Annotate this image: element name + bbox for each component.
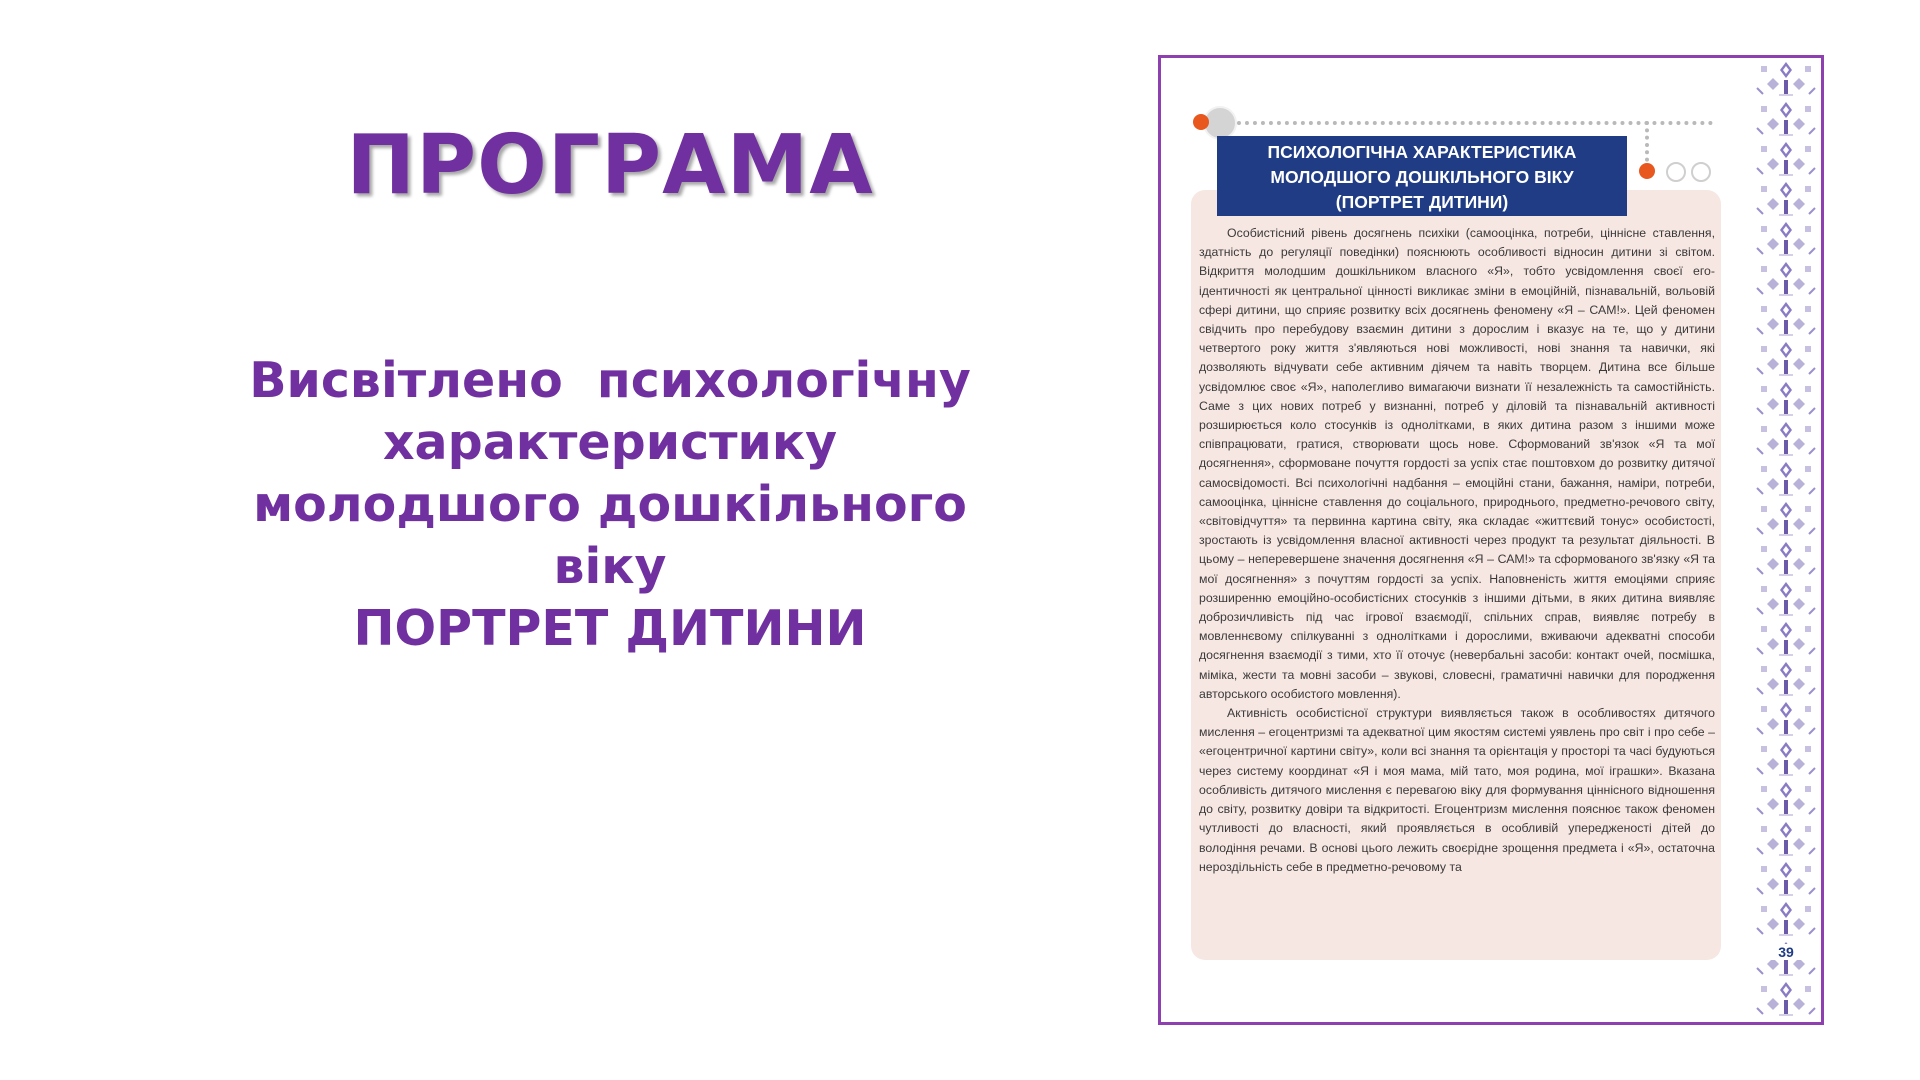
subtitle-line-2: характеристику [382,414,838,471]
subtitle-line-4: віку [553,538,667,595]
slide-title: ПРОГРАМА [346,118,874,213]
orange-dot-decoration-right [1639,163,1655,179]
book-page-image [1158,55,1824,1025]
section-header-line-1: ПСИХОЛОГІЧНА ХАРАКТЕРИСТИКА [1267,142,1577,162]
paragraph: Особистісний рівень досягнень психіки (самооцінка, потреби, ціннісне ставлення, здатність до регуляції поведінки) пояснюють особливості відносин дитини зі світом. Відкриття молодшим дошкільником власного «Я», тобто усвідомлення своєї его-ідентичності як центральної цінності викликає зміни в емоційній, пізнавальній, вольовій сфері дитини, що сприяє розвитку всіх досягнень феномену «Я – САМ!». Цей феномен свідчить про перебудову взаємин дитини з дорослим і вказує на те, що у дитини четвертого року життя з'являються нові можливості, нові знання та навички, які дозволяють відчувати себе активним діячем та навіть творцем. Дитина все більше усвідомлює своє «Я», наполегливо вимагаючи визнати її незалежність та самостійність. Саме з цих нових потреб у визнанні, потреб у діловій та пізнавальній активності розширюється коло стосунків із однолітками, в яких дитина разом з іншими може співпрацювати, гратися, створювати щось нове. Сформований зв'язок «Я та мої досягнення», сформоване почуття гордості за успіх стає поштовхом до розвитку дитячої самосвідомості. Всі психологічні надбання – емоційні стани, бажання, наміри, потреби, самооцінка, ціннісне ставлення до соціального, природнього, предметно-речового світу, «світовідчуття» та первинна картина світу, яка складає «життєвий тонус» особистості, зростають із усвідомлення власної активності через продукт та результат діяльності. В цьому – неперевершене значення досягнення «Я – САМ!» та сформованого зв'язку «Я та мої досягнення» з почуттям гордості за успіх. Наповненість життя емоціями сприяє розширенню емоційно-особистісних стосунків з іншими дітьми, в яких дитина виявляє доброзичливість під час ігрової взаємодії, спільних справ, виявляє потребу в мовленнєвому спілкуванні з однолітками і дорослими, вживаючи адекватні способи досягнення взаємодії з тими, хто її оточує (невербальні засоби: контакт очей, посмішка, міміка, жести та мовні засоби – звукові, словесні, граматичні навички для породження авторського особистого мовлення). [1199,226,1715,701]
embroidery-ornament-border [1753,58,1819,1025]
dotted-line-decoration [1213,121,1713,125]
section-header-line-2: МОЛОДШОГО ДОШКІЛЬНОГО ВІКУ [1270,167,1574,187]
paragraph: Активність особистісної структури виявляється також в особливостях дитячого мислення – егоцентризмі та адекватної цим якостям системі уявлень про світ і про себе – «егоцентричної картини світу», коли всі знання та орієнтація у просторі та часі будуються через систему координат «Я і моя мама, мій тато, моя родина, мої іграшки». Вказана особливість дитячого мислення є перевагою віку для формування ціннісного відношення до світу, розвитку довіри та відкритості. Егоцентризм мислення пояснює також феномен чутливості до власності, який проявляється в особливій упередженості дітей до володіння речами. В основі цього лежить своєрідне зрощення предмета і «Я», остаточна нероздільність себе в предметно-речовому та [1199,706,1715,874]
orange-dot-decoration [1193,114,1209,130]
empty-circle-decoration [1666,162,1686,182]
page-number: 39 [1761,944,1811,960]
section-header [1217,136,1627,216]
subtitle-line-1: Висвітлено психологічну [249,352,971,409]
dotted-line-vertical-decoration [1645,121,1649,169]
subtitle-line-5: ПОРТРЕТ ДИТИНИ [353,600,867,657]
slide-subtitle [190,350,1030,660]
empty-circle-decoration [1691,162,1711,182]
subtitle-line-3: молодшого дошкільного [253,476,967,533]
page-body-text [1199,224,1715,877]
section-header-line-3: (ПОРТРЕТ ДИТИНИ) [1335,192,1509,212]
